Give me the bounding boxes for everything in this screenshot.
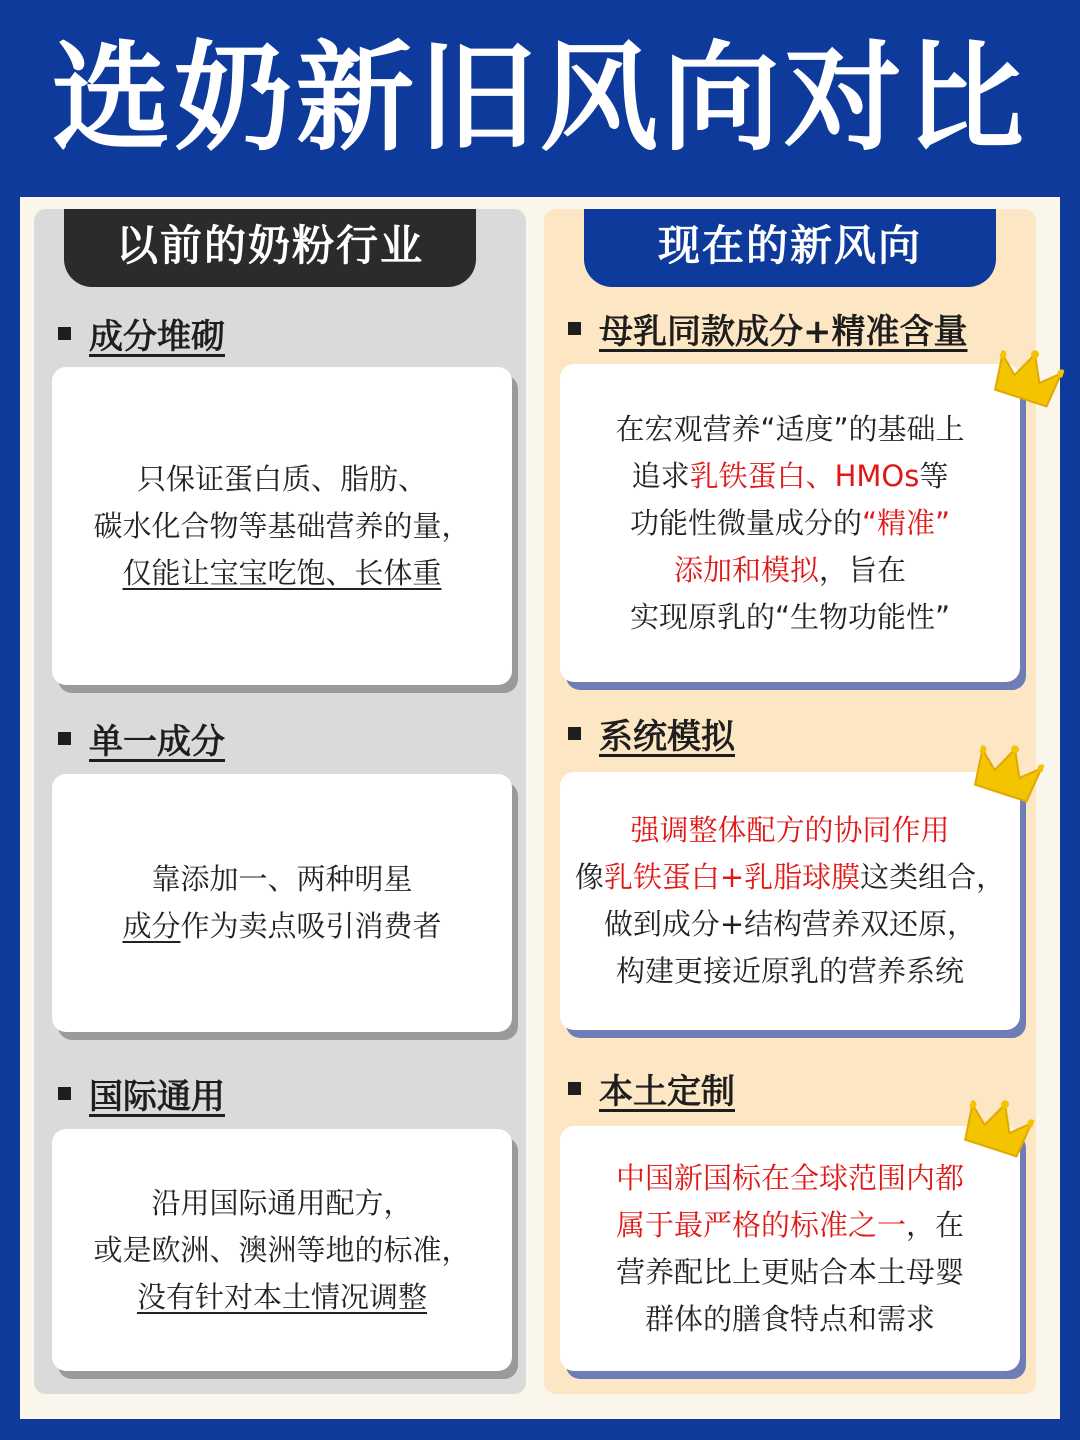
card-line: 属于最严格的标准之一，在 <box>615 1207 965 1242</box>
card-line: 沿用国际通用配方， <box>151 1185 413 1220</box>
square-bullet-icon <box>568 322 581 335</box>
card-line: 没有针对本土情况调整 <box>136 1279 427 1314</box>
square-bullet-icon <box>568 727 581 740</box>
section-title-breastmilk-ingredients: 母乳同款成分+精准含量 <box>568 304 968 353</box>
card-line: 靠添加一、两种明星 <box>151 862 413 896</box>
card-line: 追求乳铁蛋白、HMOs等 <box>631 458 949 493</box>
card-single-ingredient <box>52 774 512 1032</box>
old-industry-header: 以前的奶粉行业 <box>64 209 476 287</box>
square-bullet-icon <box>58 732 71 745</box>
section-title-local-customization: 本土定制 <box>568 1064 735 1113</box>
new-trend-column <box>544 209 1036 1394</box>
card-line: 碳水化合物等基础营养的量， <box>93 508 471 543</box>
card-line: 实现原乳的“生物功能性” <box>629 599 951 634</box>
card-line: 营养配比上更贴合本土母婴 <box>615 1254 964 1289</box>
section-title-ingredient-stacking: 成分堆砌 <box>58 309 225 358</box>
new-trend-header: 现在的新风向 <box>584 209 996 287</box>
card-breastmilk-ingredients <box>560 364 1020 682</box>
card-line: 只保证蛋白质、脂肪、 <box>136 461 427 496</box>
card-line: 构建更接近原乳的营养系统 <box>615 954 964 988</box>
page-title: 选奶新旧风向对比 <box>51 29 1028 167</box>
card-line: 添加和模拟，旨在 <box>673 552 907 587</box>
card-international <box>52 1129 512 1371</box>
card-line: 中国新国标在全球范围内都 <box>615 1160 964 1195</box>
card-line: 群体的膳食特点和需求 <box>644 1301 935 1336</box>
section-title-system-simulation: 系统模拟 <box>568 709 735 758</box>
square-bullet-icon <box>568 1082 581 1095</box>
comparison-panel <box>20 197 1060 1419</box>
old-industry-column <box>34 209 526 1394</box>
card-line: 或是欧洲、澳洲等地的标准， <box>93 1232 471 1267</box>
card-ingredient-stacking <box>52 367 512 685</box>
card-line: 成分作为卖点吸引消费者 <box>122 909 442 943</box>
square-bullet-icon <box>58 1087 71 1100</box>
square-bullet-icon <box>58 327 71 340</box>
card-line: 强调整体配方的协同作用 <box>630 813 950 847</box>
card-line: 像乳铁蛋白+乳脂球膜这类组合， <box>574 860 1006 894</box>
card-local-customization <box>560 1126 1020 1371</box>
card-line: 做到成分+结构营养双还原， <box>603 907 977 941</box>
section-title-single-ingredient: 单一成分 <box>58 714 225 763</box>
section-title-international: 国际通用 <box>58 1069 225 1118</box>
card-line: 在宏观营养“适度”的基础上 <box>615 411 965 446</box>
card-system-simulation <box>560 772 1020 1030</box>
card-line: 功能性微量成分的“精准” <box>629 505 951 540</box>
card-line: 仅能让宝宝吃饱、长体重 <box>122 555 442 590</box>
